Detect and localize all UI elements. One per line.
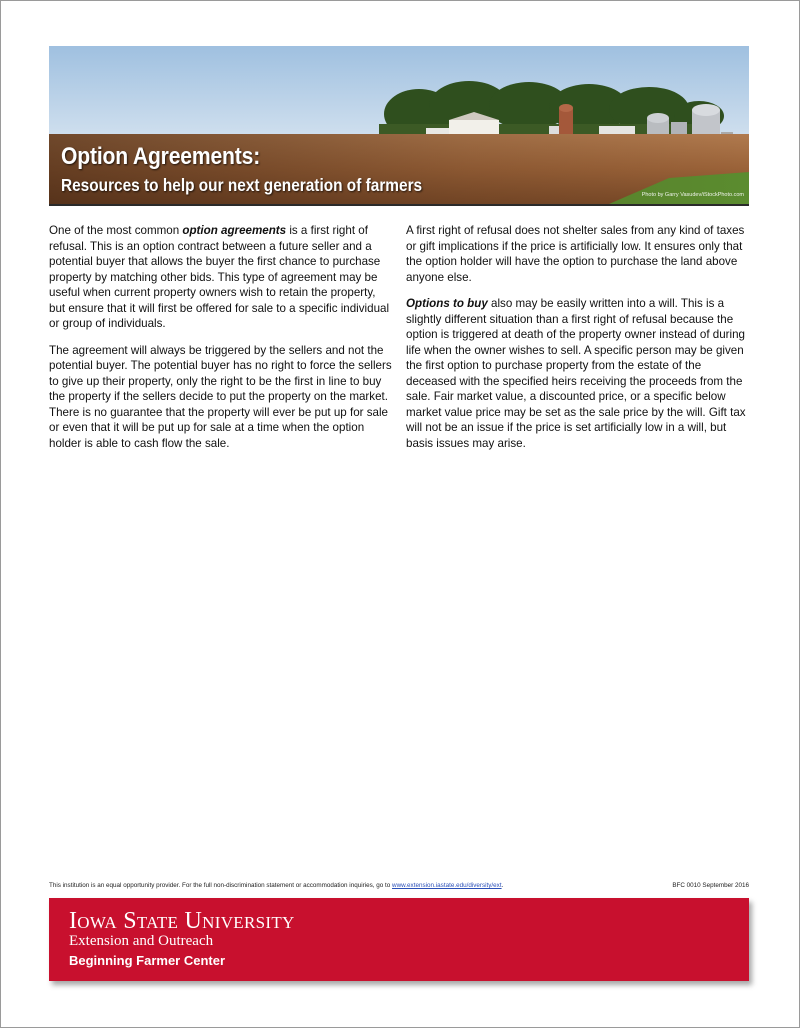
diversity-link[interactable]: www.extension.iastate.edu/diversity/ext — [392, 882, 502, 889]
nondiscrimination-statement — [49, 882, 749, 889]
header-banner — [49, 46, 749, 204]
university-wordmark: Iowa State University — [69, 908, 295, 934]
left-column — [49, 223, 394, 462]
right-column — [406, 223, 751, 462]
paragraph — [406, 296, 751, 451]
text-run: One of the most common — [49, 224, 183, 237]
extension-unit: Extension and Outreach — [69, 933, 214, 949]
term-options-to-buy: Options to buy — [406, 297, 488, 310]
statement-text: This institution is an equal opportunity provider. For the full non-discrimination statement or accommodation inquiries, go to — [49, 882, 393, 889]
paragraph — [49, 223, 394, 332]
paragraph: The agreement will always be triggered by the sellers and not the potential buyer. The potential buyer has no right to force the sellers to give up their property, only the right to be the first in line to buy the property if the sellers decide to put the property on the market. There is no guarantee that the property will ever be put up for sale or even that it will be put up for sale at a time when the option holder is able to cash flow the sale. — [49, 343, 392, 450]
text-run: also may be easily written into a will. This is a slightly different situation than a first right of refusal because the option is triggered at death of the property owner instead of during life when the owner wishes to sell. A specific person may be given the first option to purchase property from the estate of the deceased with the specified heirs receiving the proceeds from the sale. Fair market value, a discounted price, or a specific below market value price may be set as the sale price by the will. Gift tax will not be an issue if the price is set artificially low in a will, but basis issues may arise. — [406, 297, 746, 450]
text-run: is a first right of refusal. This is an option contract between a future seller and a potential buyer that allows the buyer the first chance to purchase property by matching other bids. This type of agreement may be useful when current property owners wish to retain the property, but ensure that it will first be offered for sale to a specific individual or group of individuals. — [49, 224, 390, 330]
page-title: Option Agreements: — [61, 143, 261, 170]
photo-credit: Photo by Garry Vasudev/iStockPhoto.com — [641, 192, 744, 198]
page-subtitle: Resources to help our next generation of farmers — [61, 175, 423, 195]
center-name: Beginning Farmer Center — [69, 953, 226, 968]
statement-end: . — [501, 882, 504, 889]
paragraph: A first right of refusal does not shelter sales from any kind of taxes or gift implications if the price is artificially low. It ensures only that the option holder will have the option to purchase the land above anyone else. — [406, 224, 745, 284]
isu-brand-bar — [49, 898, 749, 981]
publication-code: BFC 0010 September 2016 — [672, 882, 749, 889]
banner-divider — [49, 204, 749, 206]
term-option-agreements: option agreements — [182, 224, 287, 237]
